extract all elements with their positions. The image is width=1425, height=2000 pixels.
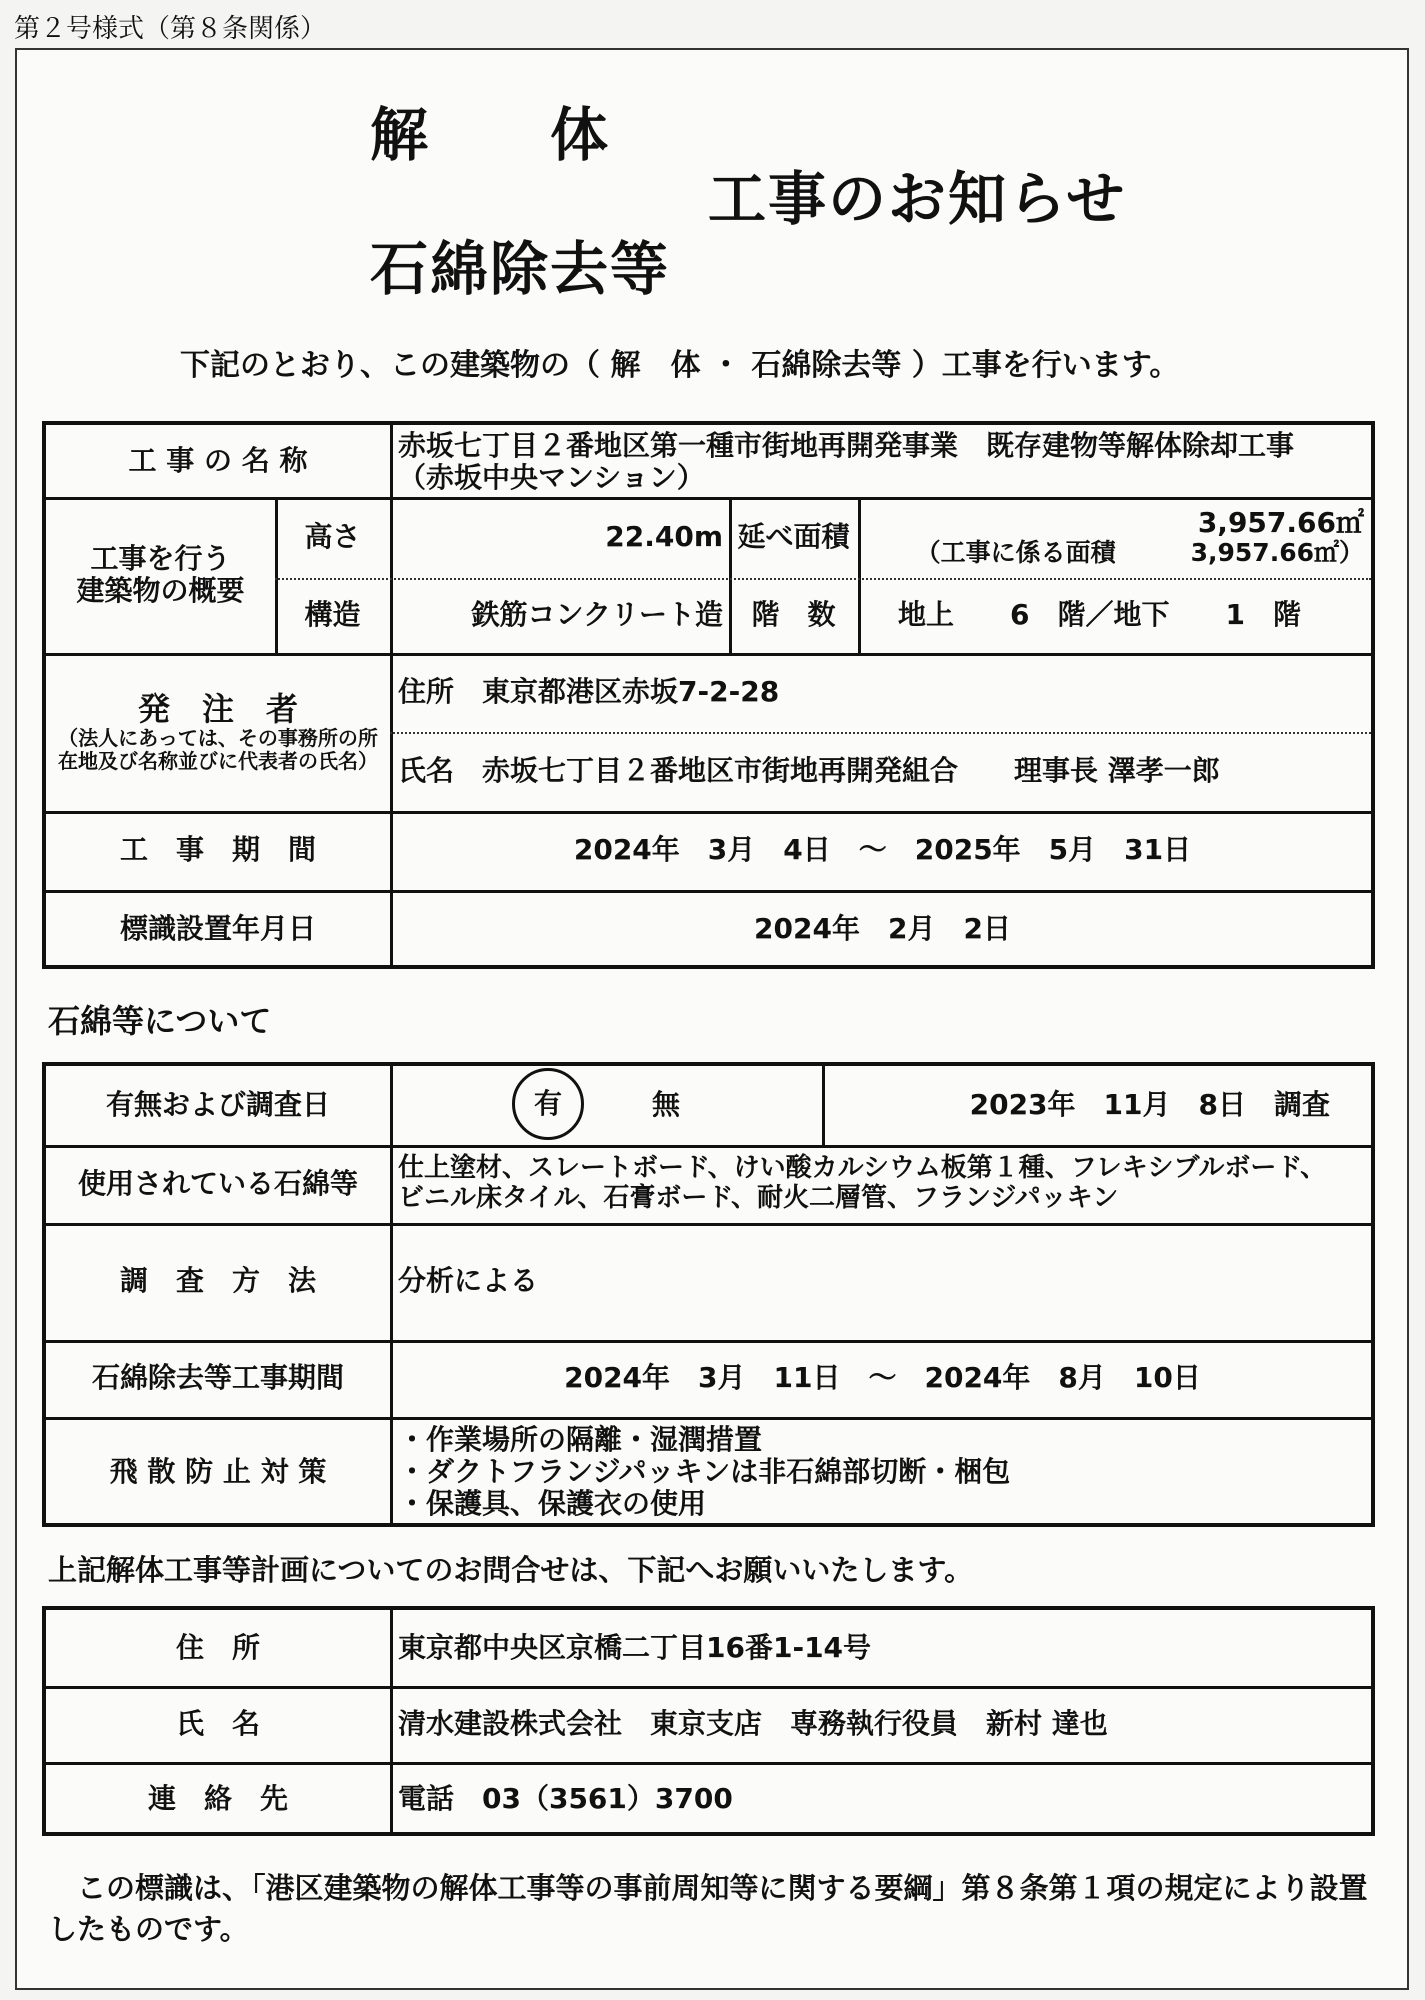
measures-label: 飛 散 防 止 対 策 <box>109 1454 327 1488</box>
materials-line2: ビニル床タイル、石膏ボード、耐火二層管、フランジパッキン <box>398 1183 1119 1213</box>
measure-item: ・ダクトフランジパッキンは非石綿部切断・梱包 <box>398 1454 1011 1488</box>
address-value: 東京都中央区京橋二丁目16番1-14号 <box>398 1630 872 1664</box>
period-value: 2024年 3月 4日 ～ 2025年 5月 31日 <box>573 833 1192 867</box>
measure-item: ・保護具、保護衣の使用 <box>398 1487 707 1521</box>
client-address: 住所 東京都港区赤坂7-2-28 <box>398 675 780 709</box>
removal-period-value: 2024年 3月 11日 ～ 2024年 8月 10日 <box>564 1361 1201 1395</box>
area-label: 延べ面積 <box>737 520 850 554</box>
address-label: 住 所 <box>175 1630 260 1664</box>
intro-text: 下記のとおり、この建築物の（ 解 体 ・ 石綿除去等 ）工事を行います。 <box>180 348 1180 383</box>
overview-label: 工事を行う 建築物の概要 <box>76 541 245 607</box>
project-name: 赤坂七丁目２番地区第一種市街地再開発事業 既存建物等解体除却工事 <box>398 428 1295 462</box>
measure-item: ・作業場所の隔離・湿潤措置 <box>398 1422 763 1456</box>
tel-value: 電話 03（3561）3700 <box>398 1781 733 1815</box>
contact-heading: 上記解体工事等計画についてのお問合せは、下記へお願いいたします。 <box>48 1553 974 1587</box>
title-asbestos: 石綿除去等 <box>370 235 671 303</box>
presence-yes-circled: 有 <box>533 1086 562 1120</box>
contact-table <box>42 1606 1375 1836</box>
asbestos-table <box>42 1062 1375 1527</box>
materials-label: 使用されている石綿等 <box>77 1166 358 1200</box>
method-value: 分析による <box>398 1264 539 1298</box>
contact-name-value: 清水建設株式会社 東京支店 専務執行役員 新村 達也 <box>398 1706 1108 1740</box>
materials-line1: 仕上塗材、スレートボード、けい酸カルシウム板第１種、フレキシブルボード、 <box>398 1153 1327 1184</box>
asbestos-heading: 石綿等について <box>48 1002 272 1040</box>
name-label: 工 事 の 名 称 <box>128 443 308 477</box>
floors-label: 階 数 <box>751 598 836 632</box>
presence-no: 無 <box>651 1088 680 1122</box>
client-note: （法人にあっては、その事務所の所在地及び名称並びに代表者の氏名） <box>58 726 378 774</box>
contact-name-label: 氏 名 <box>175 1706 260 1740</box>
area-value: 3,957.66㎡ <box>1197 506 1364 540</box>
project-name-sub: （赤坂中央マンション） <box>398 461 705 494</box>
structure-value: 鉄筋コンクリート造 <box>471 598 723 632</box>
form-number: 第２号様式（第８条関係） <box>14 14 327 44</box>
period-label: 工 事 期 間 <box>119 833 316 867</box>
client-label: 発 注 者 <box>137 689 298 728</box>
project-table <box>42 421 1375 969</box>
title-demolition: 解 体 <box>370 101 611 169</box>
tel-label: 連 絡 先 <box>147 1781 288 1815</box>
sign-date-value: 2024年 2月 2日 <box>754 912 1011 946</box>
floors-value: 地上 6 階／地下 1 階 <box>898 598 1301 632</box>
client-name: 氏名 赤坂七丁目２番地区市街地再開発組合 理事長 澤孝一郎 <box>398 754 1220 788</box>
work-area: （工事に係る面積 3,957.66㎡） <box>915 538 1364 568</box>
footer-note: この標識は、「港区建築物の解体工事等の事前周知等に関する要綱」第８条第１項の規定により設置したものです。 <box>48 1871 1368 1946</box>
height-label: 高さ <box>304 520 361 554</box>
presence-label: 有無および調査日 <box>105 1088 330 1122</box>
removal-period-label: 石綿除去等工事期間 <box>91 1361 344 1395</box>
method-label: 調 査 方 法 <box>119 1264 316 1298</box>
structure-label: 構造 <box>304 598 361 632</box>
survey-date: 2023年 11月 8日 調査 <box>969 1088 1330 1122</box>
title-notice: 工事のお知らせ <box>708 165 1127 233</box>
sign-date-label: 標識設置年月日 <box>119 912 316 946</box>
height-value: 22.40m <box>605 520 723 554</box>
